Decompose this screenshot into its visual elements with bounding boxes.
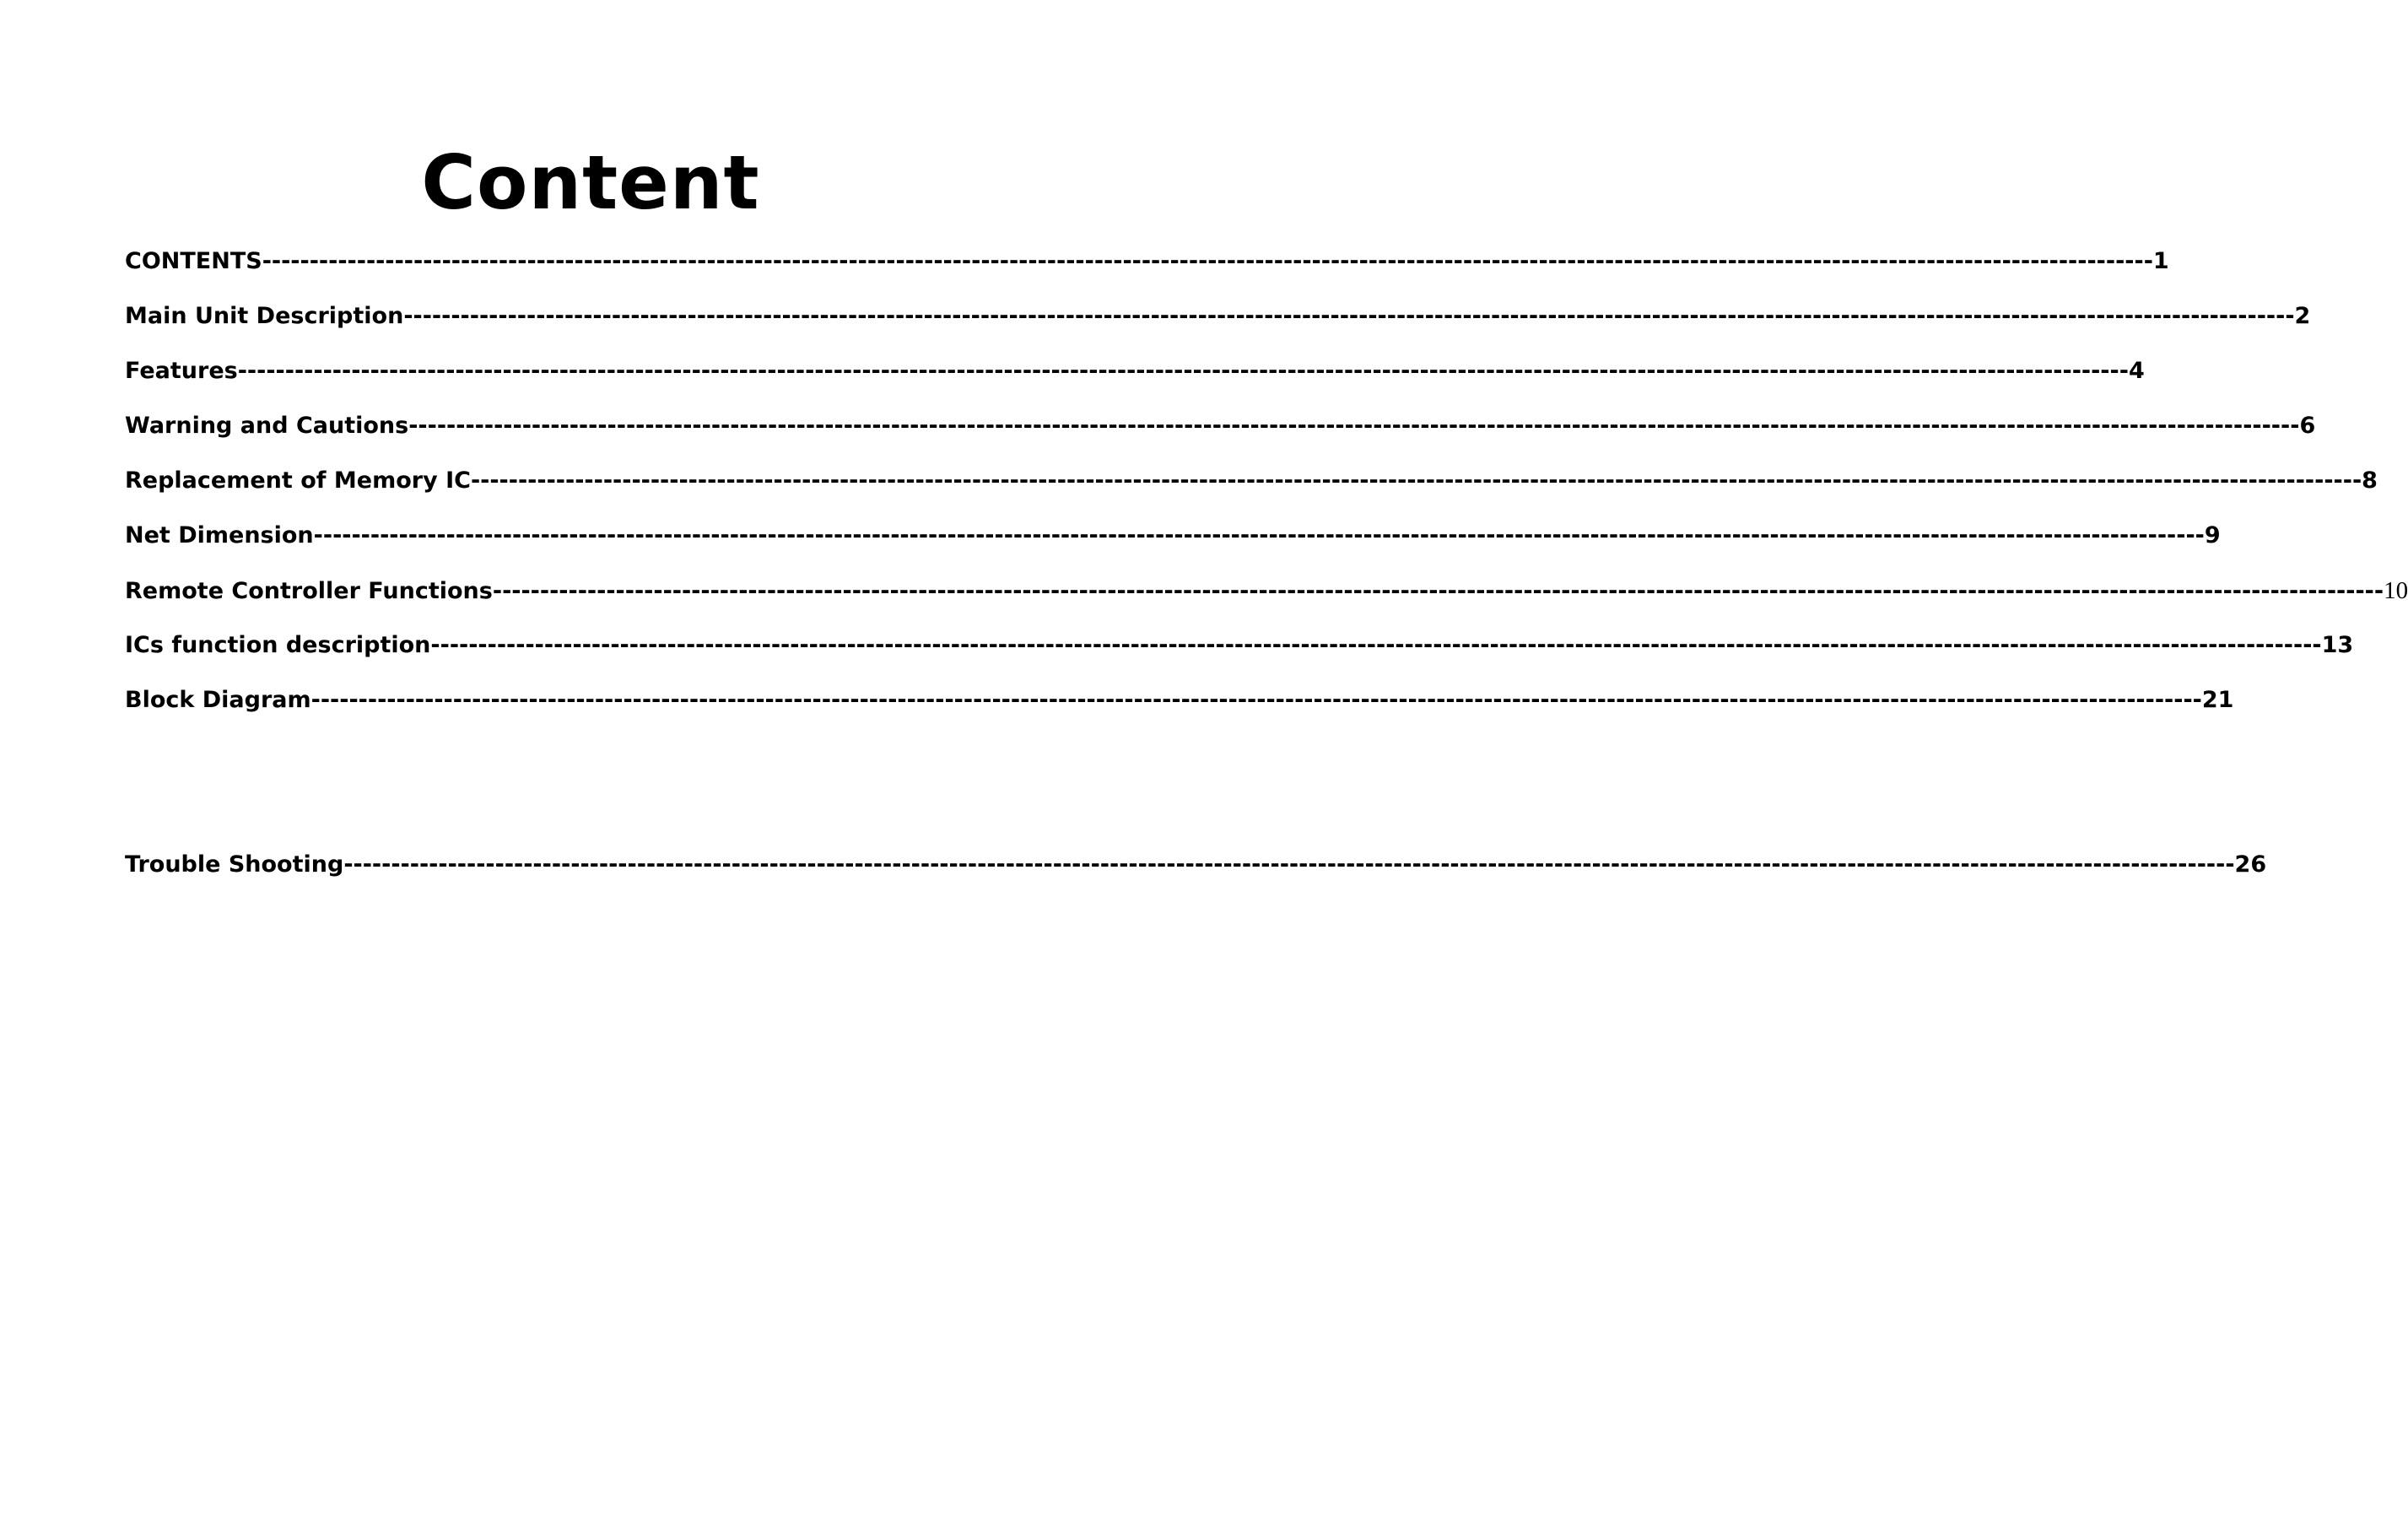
toc-entry-label: Remote Controller Functions (125, 578, 493, 604)
toc-leader-dashes: -------------------------------------------------------------------------------------------------------------------------------------------------------------------------------------------------------- (310, 687, 2202, 713)
toc-entry-ics-function-description (125, 629, 2354, 662)
toc-entry-label: Trouble Shooting (125, 851, 344, 878)
toc-entry-page: 26 (2234, 851, 2267, 878)
toc-entry-label: Net Dimension (125, 522, 314, 548)
toc-entry-label: Main Unit Description (125, 303, 404, 329)
toc-entry-label: CONTENTS (125, 248, 262, 274)
toc-leader-dashes: -------------------------------------------------------------------------------------------------------------------------------------------------------------------------------------------------------- (430, 632, 2322, 658)
toc-leader-dashes: -------------------------------------------------------------------------------------------------------------------------------------------------------------------------------------------------------- (408, 413, 2300, 439)
toc-entry-label: ICs function description (125, 632, 431, 658)
toc-entry-page: 21 (2201, 687, 2234, 713)
toc-entry-page: 8 (2362, 467, 2378, 494)
toc-entry-block-diagram (125, 683, 2234, 717)
toc-entry-page: 9 (2204, 522, 2221, 548)
toc-entry-label: Replacement of Memory IC (125, 467, 471, 494)
toc-entry-label: Features (125, 358, 238, 384)
page-title: Content (421, 139, 760, 226)
toc-leader-dashes: -------------------------------------------------------------------------------------------------------------------------------------------------------------------------------------------------------- (492, 578, 2384, 604)
toc-entry-replacement-of-memory-ic (125, 464, 2378, 498)
toc-leader-dashes: -------------------------------------------------------------------------------------------------------------------------------------------------------------------------------------------------------- (470, 467, 2362, 494)
toc-leader-dashes: -------------------------------------------------------------------------------------------------------------------------------------------------------------------------------------------------------- (237, 358, 2129, 384)
toc-entry-label: Warning and Cautions (125, 413, 409, 439)
toc-entry-page: 2 (2294, 303, 2311, 329)
toc-entry-remote-controller-functions (125, 574, 2408, 608)
toc-entry-label: Block Diagram (125, 687, 311, 713)
toc-leader-dashes: -------------------------------------------------------------------------------------------------------------------------------------------------------------------------------------------------------- (403, 303, 2295, 329)
toc-entry-features (125, 354, 2145, 388)
toc-leader-dashes: -------------------------------------------------------------------------------------------------------------------------------------------------------------------------------------------------------- (313, 522, 2205, 548)
toc-entry-contents (125, 245, 2169, 278)
toc-entry-page: 1 (2152, 248, 2169, 274)
toc-entry-page: 13 (2321, 632, 2354, 658)
toc-entry-warning-and-cautions (125, 409, 2316, 443)
toc-entry-page: 6 (2299, 413, 2316, 439)
toc-entry-trouble-shooting (125, 848, 2267, 882)
toc-entry-net-dimension (125, 519, 2221, 553)
toc-leader-dashes: -------------------------------------------------------------------------------------------------------------------------------------------------------------------------------------------------------- (343, 851, 2235, 878)
toc-entry-page: 10 (2384, 577, 2408, 604)
toc-leader-dashes: -------------------------------------------------------------------------------------------------------------------------------------------------------------------------------------------------------- (262, 248, 2153, 274)
toc-entry-main-unit-description (125, 300, 2311, 333)
toc-entry-page: 4 (2128, 358, 2145, 384)
